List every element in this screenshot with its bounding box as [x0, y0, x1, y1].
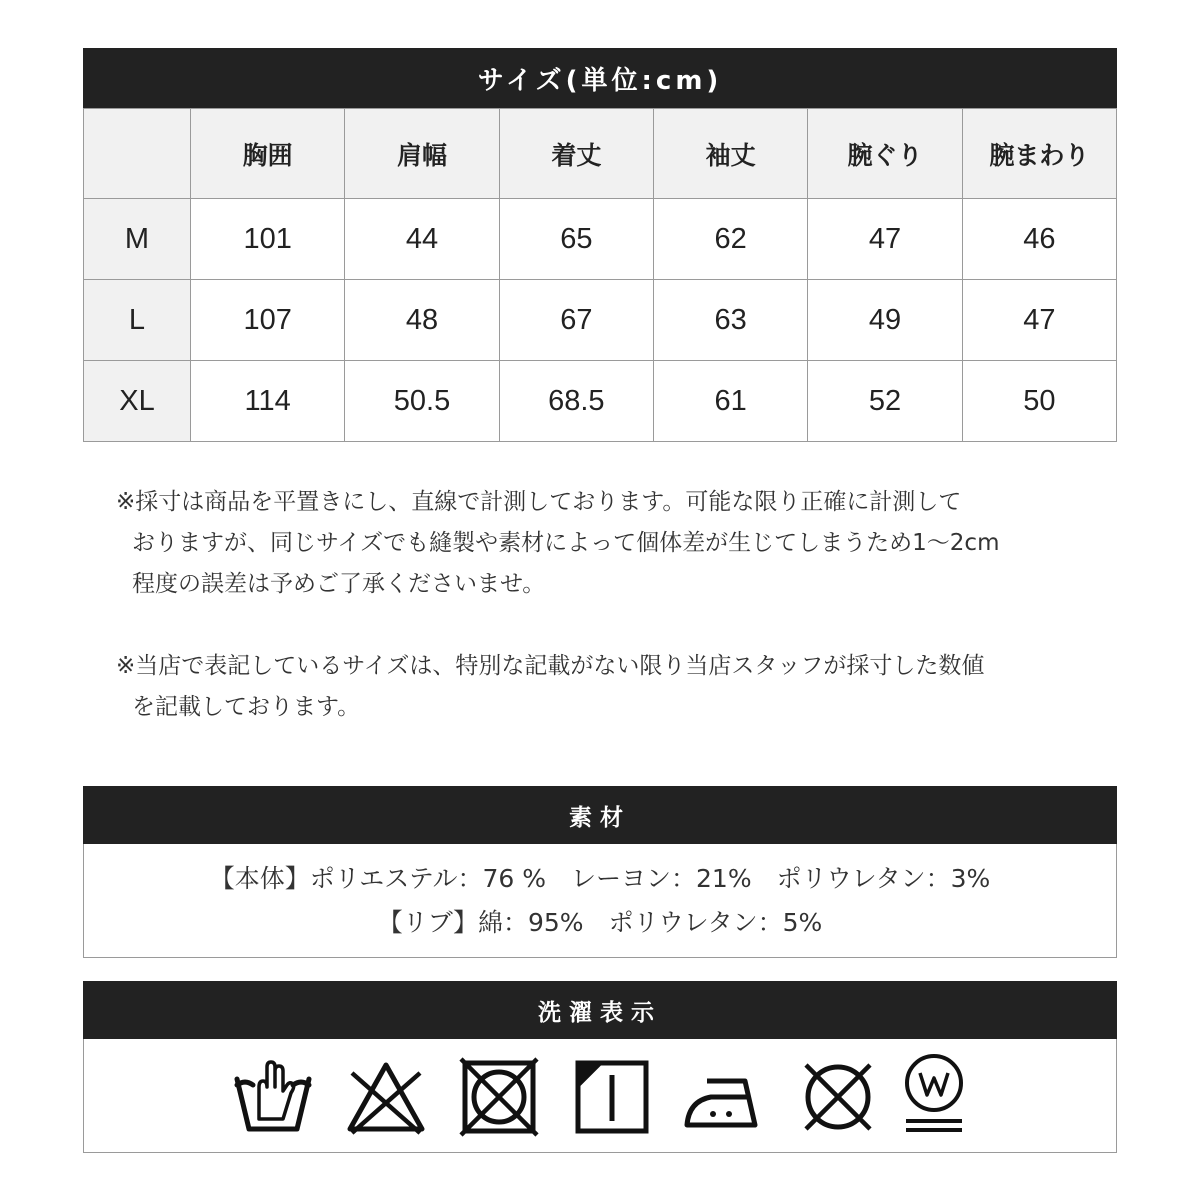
note-line: ※当店で表記しているサイズは、特別な記載がない限り当店スタッフが採寸した数値 — [116, 653, 985, 679]
table-cell: 47 — [962, 280, 1116, 361]
size-table-header-row — [84, 109, 1117, 199]
table-cell: 50 — [962, 361, 1116, 442]
no-bleach-icon — [344, 1051, 428, 1139]
size-source-note — [116, 646, 1096, 728]
table-cell: 62 — [653, 199, 807, 280]
iron-medium-icon — [683, 1051, 767, 1139]
hand-wash-icon — [231, 1051, 315, 1139]
line-dry-shade-icon — [570, 1051, 654, 1139]
material-title: 素材 — [83, 786, 1117, 844]
table-cell: 61 — [653, 361, 807, 442]
table-row — [84, 199, 1117, 280]
table-cell: 48 — [345, 280, 499, 361]
wet-clean-gentle-icon — [896, 1051, 980, 1139]
washing-title: 洗濯表示 — [83, 981, 1117, 1039]
no-tumble-dry-icon — [457, 1051, 541, 1139]
table-cell: 50.5 — [345, 361, 499, 442]
table-cell: 65 — [499, 199, 653, 280]
size-label: XL — [84, 361, 191, 442]
size-label: M — [84, 199, 191, 280]
material-rib-line: 【リブ】綿：95% ポリウレタン：5% — [377, 907, 823, 937]
measurement-note — [116, 482, 1096, 605]
size-table-title: サイズ(単位:cm) — [83, 48, 1117, 108]
table-row — [84, 361, 1117, 442]
note-line: ※採寸は商品を平置きにし、直線で計測しております。可能な限り正確に計測して — [116, 489, 962, 515]
table-cell: 44 — [345, 199, 499, 280]
table-cell: 47 — [808, 199, 962, 280]
table-cell: 67 — [499, 280, 653, 361]
table-cell: 107 — [191, 280, 345, 361]
table-cell: 49 — [808, 280, 962, 361]
table-cell: 63 — [653, 280, 807, 361]
washing-symbols — [83, 1039, 1117, 1153]
column-header-arm-circumference: 腕まわり — [962, 109, 1116, 199]
column-header-armhole: 腕ぐり — [808, 109, 962, 199]
size-table — [83, 108, 1117, 442]
column-header-chest: 胸囲 — [191, 109, 345, 199]
column-header-sleeve: 袖丈 — [653, 109, 807, 199]
no-dry-clean-icon — [796, 1051, 880, 1139]
note-line: 程度の誤差は予めご了承くださいませ。 — [132, 571, 546, 597]
table-cell: 101 — [191, 199, 345, 280]
table-cell: 46 — [962, 199, 1116, 280]
corner-cell — [84, 109, 191, 199]
table-cell: 114 — [191, 361, 345, 442]
material-box — [83, 844, 1117, 958]
table-cell: 52 — [808, 361, 962, 442]
column-header-shoulder: 肩幅 — [345, 109, 499, 199]
table-row — [84, 280, 1117, 361]
column-header-length: 着丈 — [499, 109, 653, 199]
material-body-line: 【本体】ポリエステル：76 % レーヨン：21% ポリウレタン：3% — [209, 863, 991, 893]
note-line: おりますが、同じサイズでも縫製や素材によって個体差が生じてしまうため1～2cm — [132, 530, 1000, 556]
size-label: L — [84, 280, 191, 361]
note-line: を記載しております。 — [132, 694, 361, 720]
table-cell: 68.5 — [499, 361, 653, 442]
